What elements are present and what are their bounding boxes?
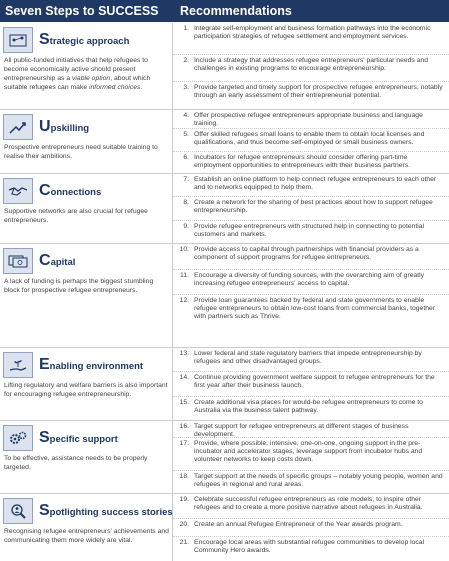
step-title: Upskilling — [39, 118, 90, 135]
header-right-title: Recommendations — [180, 4, 292, 18]
step-description: Supportive networks are also crucial for refugee entrepreneurs. — [4, 208, 148, 224]
recommendations — [172, 348, 449, 420]
step-row-spotlighting-success-stories — [0, 494, 449, 561]
recommendation-item: 1. Integrate self-employment and business formation pathways into the economic participation strategies of refugee settlement and employment services. — [173, 23, 449, 55]
recommendation-item: 2. Include a strategy that addresses refugee entrepreneurs' particular needs and challenges in existing programs to encourage entrepreneurship. — [173, 55, 449, 82]
growth-arrow-icon — [3, 114, 33, 140]
recommendation-item: 19. Celebrate successful refugee entrepreneurs as role models, to inspire other refugees and to create a more positive narrative about refugees in Australia. — [173, 494, 449, 519]
header-left-title: Seven Steps to SUCCESS — [5, 4, 159, 18]
recommendation-item: 16. Target support for refugee entrepreneurs at different stages of business development. — [173, 421, 449, 438]
step-description: Recognising refugee entrepreneurs' achievements and communicating them more widely are vital. — [4, 528, 169, 544]
recommendation-item: 11. Encourage a diversity of funding sources, with the overarching aim of greatly increasing refugee entrepreneurs' access to capital. — [173, 270, 449, 295]
step-description: To be effective, assistance needs to be properly targeted. — [4, 455, 148, 471]
recommendation-item: 9. Provide refugee entrepreneurs with structured help in connecting to potential customers and markets. — [183, 223, 425, 239]
step-cell — [0, 23, 172, 109]
recommendation-item: 7. Establish an online platform to help connect refugee entrepreneurs to each other and to networks equipped to help them. — [173, 174, 449, 197]
recommendation-item: 18. Target support at the needs of specific groups – notably young people, women and refugees in regional and rural areas. — [179, 473, 443, 489]
step-description: Prospective entrepreneurs need suitable training to realise their ambitions. — [4, 144, 158, 160]
recommendation-item: 5. Offer skilled refugees small loans to enable them to obtain local licenses and qualifications, and thus become self-employed or small business owners. — [173, 129, 449, 152]
recommendation-item: 10. Provide access to capital through partnerships with financial providers as a component of support programs for refugee entrepreneurs. — [173, 244, 449, 270]
step-title: Strategic approach — [39, 31, 130, 48]
recommendations — [172, 244, 449, 347]
recommendation-item: 20. Create an annual Refugee Entrepreneur of the Year awards program. — [173, 519, 449, 537]
step-cell — [0, 421, 172, 493]
step-title: Specific support — [39, 429, 118, 446]
step-row-capital — [0, 244, 449, 348]
step-row-specific-support — [0, 421, 449, 494]
recommendation-item: 15. Create additional visa places for would-be refugee entrepreneurs to come to Australia via the business talent pathway. — [179, 399, 423, 415]
recommendations — [172, 421, 449, 493]
step-cell — [0, 174, 172, 243]
gears-icon — [3, 425, 33, 451]
recommendations — [172, 494, 449, 561]
recommendation-item: 14. Continue providing government welfare support to refugee entrepreneurs for the first year after their business launch. — [173, 372, 449, 397]
step-description: A lack of funding is perhaps the biggest stumbling block for prospective refugee entrepreneurs. — [4, 278, 154, 294]
recommendation-item: 12. Provide loan guarantees backed by federal and state governments to enable refugee entrepreneurs to obtain low-cost loans from commercial banks, together with partners such as Thrive. — [179, 297, 436, 321]
step-title: Enabling environment — [39, 356, 144, 373]
recommendation-item: 21. Encourage local areas with substantial refugee communities to develop local Community Hero awards. — [179, 539, 425, 555]
step-cell — [0, 244, 172, 347]
strategy-icon — [3, 27, 33, 53]
step-cell — [0, 110, 172, 173]
recommendations — [172, 110, 449, 173]
step-row-upskilling — [0, 110, 449, 174]
step-row-enabling-environment — [0, 348, 449, 421]
step-title: Capital — [39, 252, 76, 269]
recommendation-item: 13. Lower federal and state regulatory barriers that impede entrepreneurship by refugees and other disadvantaged groups. — [173, 348, 449, 372]
recommendation-item: 17. Provide, where possible, intensive, one-on-one, ongoing support in the pre-incubator and accelerator stages, leverage support from incubator hubs and volunteer networks to keep costs down. — [173, 438, 449, 471]
recommendation-item: 4. Offer prospective refugee entrepreneurs appropriate business and language training. — [173, 110, 449, 129]
step-cell — [0, 494, 172, 561]
step-description: Lifting regulatory and welfare barriers is also important for encouraging refugee entrepreneurship. — [4, 382, 168, 398]
step-row-strategic-approach — [0, 23, 449, 110]
money-icon — [3, 248, 33, 274]
step-description: All public-funded initiatives that help refugees to become economically active should present entrepreneurship as a viable option, about which suitable refugees can make informed choices. — [4, 57, 151, 91]
recommendation-item: 8. Create a network for the sharing of best practices about how to support refugee entrepreneurship. — [173, 197, 449, 221]
magnifier-person-icon — [3, 498, 33, 524]
step-cell — [0, 348, 172, 420]
step-title: Spotlighting success stories — [39, 502, 173, 519]
recommendations — [172, 23, 449, 109]
plant-hand-icon — [3, 352, 33, 378]
recommendations — [172, 174, 449, 243]
handshake-icon — [3, 178, 33, 204]
recommendation-item: 3. Provide targeted and timely support for prospective refugee entrepreneurs, notably through an early assessment of their entrepreneurial potential. — [183, 84, 443, 100]
recommendation-item: 6. Incubators for refugee entrepreneurs should consider offering part-time employment opportunities to entrepreneurs with their business partners. — [183, 154, 411, 170]
step-row-connections — [0, 174, 449, 244]
step-title: Connections — [39, 182, 102, 199]
table-header — [0, 0, 449, 22]
